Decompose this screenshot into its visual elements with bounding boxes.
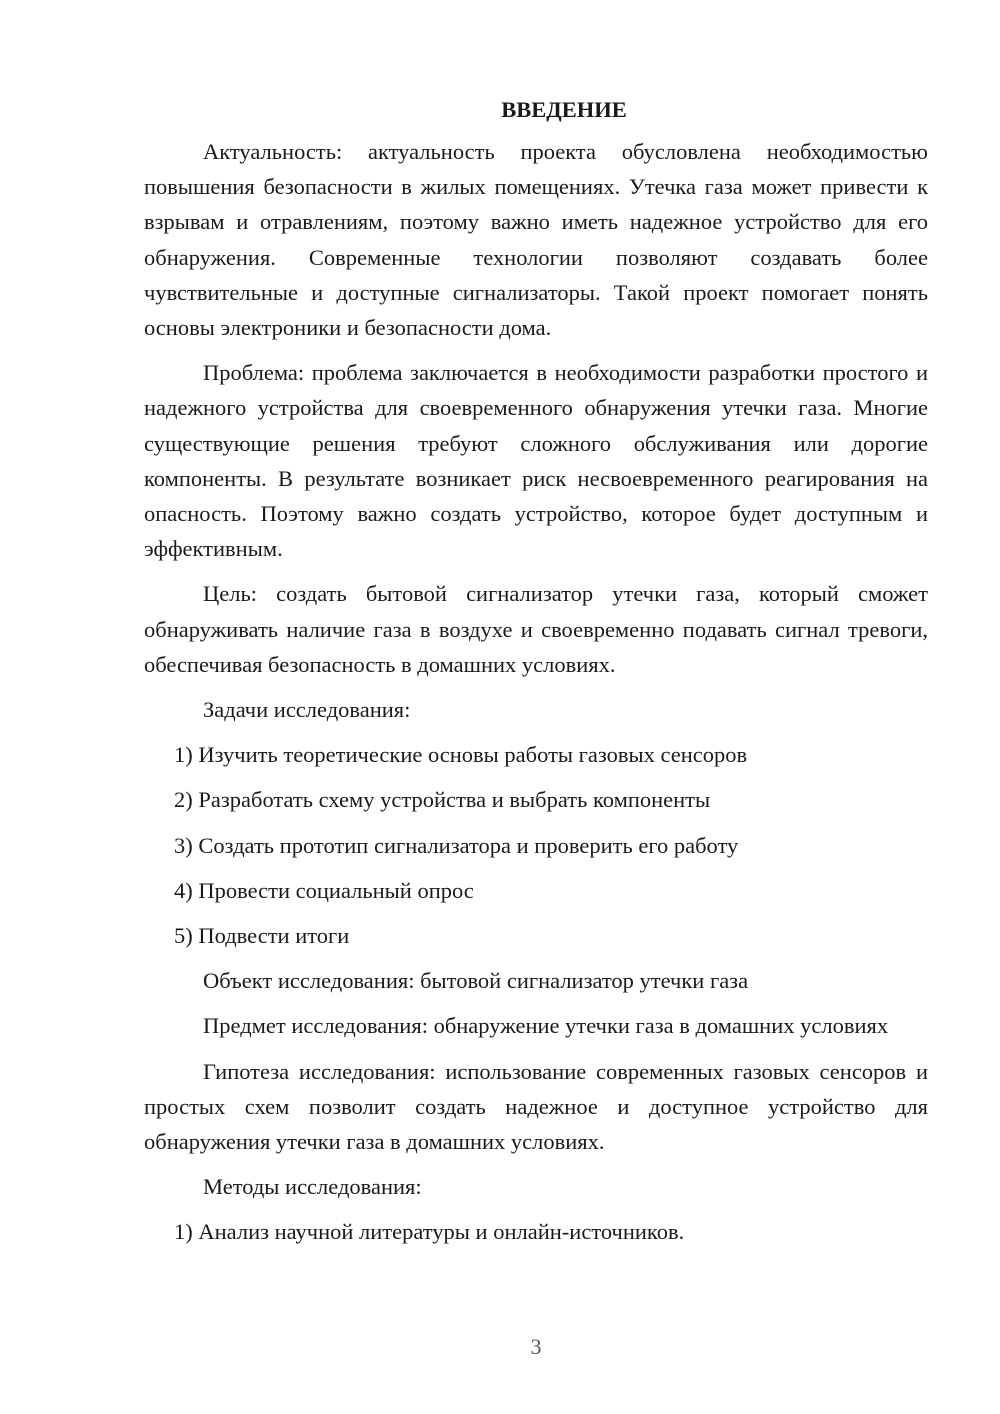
relevance-paragraph: Актуальность: актуальность проекта обусловлена необходимостью повышения безопасности в жилых помещениях. Утечка газа может привести к взрывам и отравлениям, поэтому важно иметь надежное устройство для его обнаружения. Современные технологии позволяют создавать более чувствительные и доступные сигнализаторы. Такой проект помогает понять основы электроники и безопасности дома.: [144, 139, 928, 341]
task-item-2: 2) Разработать схему устройства и выбрать компоненты: [174, 787, 711, 813]
subject-paragraph: Предмет исследования: обнаружение утечки газа в домашних условиях: [203, 1013, 889, 1039]
section-heading: ВВЕДЕНИЕ: [501, 97, 627, 122]
page-content: [144, 92, 928, 1250]
goal-paragraph: Цель: создать бытовой сигнализатор утечки газа, который сможет обнаруживать наличие газа в воздухе и своевременно подавать сигнал тревоги, обеспечивая безопасность в домашних условиях.: [144, 581, 928, 677]
method-item-1: 1) Анализ научной литературы и онлайн-источников.: [174, 1219, 685, 1245]
task-item-5: 5) Подвести итоги: [174, 923, 350, 949]
task-item-3: 3) Создать прототип сигнализатора и проверить его работу: [174, 832, 739, 858]
page-number: 3: [530, 1334, 542, 1359]
object-paragraph: Объект исследования: бытовой сигнализатор утечки газа: [203, 968, 749, 994]
problem-paragraph: Проблема: проблема заключается в необходимости разработки простого и надежного устройства для своевременного обнаружения утечки газа. Многие существующие решения требуют сложного обслуживания или дорогие компоненты. В результате возникает риск несвоевременного реагирования на опасность. Поэтому важно создать устройство, которое будет доступным и эффективным.: [144, 360, 928, 562]
task-item-1: 1) Изучить теоретические основы работы газовых сенсоров: [174, 742, 748, 768]
tasks-label: Задачи исследования:: [203, 697, 411, 723]
methods-label: Методы исследования:: [203, 1174, 422, 1200]
task-item-4: 4) Провести социальный опрос: [174, 877, 474, 903]
hypothesis-paragraph: Гипотеза исследования: использование современных газовых сенсоров и простых схем позволит создать надежное и доступное устройство для обнаружения утечки газа в домашних условиях.: [144, 1058, 928, 1155]
